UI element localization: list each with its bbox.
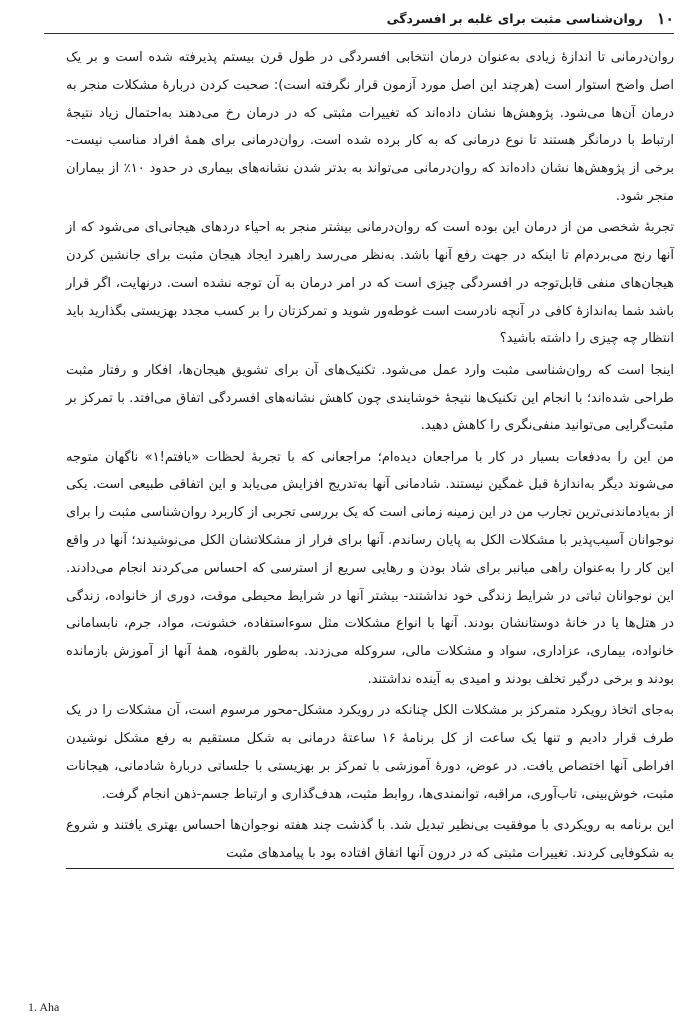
- footnote: 1. Aha: [28, 1000, 60, 1014]
- body-text: [66, 44, 674, 869]
- page-header: [44, 6, 674, 30]
- running-title: روان‌شناسی مثبت برای غلبه بر افسردگی: [386, 10, 643, 26]
- paragraph: به‌جای اتخاذ رویکرد متمرکز بر مشکلات الکل چنانکه در رویکرد مشکل-محور مرسوم است، آن مشکلات را در یک طرف قرار دادیم و تنها یک ساعت از کل برنامهٔ ۱۶ ساعتهٔ درمانی به شکل مستقیم به رفع مشکل نوشیدن افراطی آنها اختصاص یافت. در عوض، دورهٔ آموزشی با تمرکز بر بهزیستی با جلساتی دربارهٔ شادمانی، هیجانات مثبت، خوش‌بینی، تاب‌آوری، مراقبه، توانمندی‌ها، روابط مثبت، هدف‌گذاری و ارتباط جسم-ذهن انجام گرفت.: [66, 703, 674, 802]
- paragraph: اینجا است که روان‌شناسی مثبت وارد عمل می‌شود. تکنیک‌های آن برای تشویق هیجان‌ها، افکار و رفتار مثبت طراحی شده‌اند؛ با انجام این تکنیک‌ها نتیجهٔ خوشایندی چون کاهش نشانه‌های افسردگی اتفاق می‌افتد. با تمرکز بر مثبت‌گرایی می‌توانید منفی‌نگری را کاهش دهید.: [66, 362, 674, 434]
- paragraph: روان‌درمانی تا اندازهٔ زیادی به‌عنوان درمان انتخابی افسردگی در طول قرن بیستم پذیرفته شده است و بر یک اصل واضح استوار است (هرچند این اصل مورد آزمون قرار نگرفته است): صحبت کردن دربارهٔ مشکلات منجر به درمان آن‌ها می‌شود. پژوهش‌ها نشان داده‌اند که تغییرات مثبتی که در درمان رخ می‌دهند به‌احتمال زیاد نتیجهٔ ارتباط با درمانگر هستند تا نوع درمانی که به کار برده شده است. روان‌درمانی برای همهٔ افراد مناسب نیست- برخی از پژوهش‌ها نشان داده‌اند که روان‌درمانی می‌تواند به بدتر شدن نشانه‌های بیماری در حدود ۱۰٪ از بیماران منجر شود.: [66, 50, 674, 204]
- paragraph: این برنامه به رویکردی با موفقیت بی‌نظیر تبدیل شد. با گذشت چند هفته نوجوان‌ها احساس بهتری یافتند و شروع به شکوفایی کردند. تغییرات مثبتی که در درون آنها اتفاق افتاده بود با پیامدهای مثبت: [66, 812, 674, 869]
- paragraph: من این را به‌دفعات بسیار در کار با مراجعان دیده‌ام؛ مراجعانی که با تجربهٔ لحظات «یافتم!۱» ناگهان متوجه می‌شوند دیگر به‌اندازهٔ قبل غمگین نیستند. شادمانی آنها به‌تدریج افزایش می‌یابد و این اتفاقی طبیعی است. یکی از به‌یادماندنی‌ترین تجارب من در این زمینه زمانی است که یک بررسی تجربی از کاربرد روان‌شناسی مثبت را برای نوجوانان آسیب‌پذیر با مشکلات الکل به پایان رساندم. آنها برای فرار از مشکلاتشان الکل می‌نوشیدند؛ آنها در واقع این کار را به‌عنوان راهی میانبر برای شاد بودن و رهایی سریع از استرسی که احساس می‌کردند انجام می‌دادند. این نوجوانان ثباتی در شرایط زندگی خود نداشتند- بیشتر آنها در شرایط محیطی موقت، دوری از خانواده، زندگی در هتل‌ها یا در خانهٔ دوستانشان بودند. آنها با انواع مشکلات مثل سوءاستفاده، خشونت، مواد، جرم، نابسامانی خانواده، بیماری، عزاداری، سواد و مشکلات مالی، سروکله می‌زدند. به‌طور بالقوه، همهٔ آنها از آموزش بازمانده بودند و برخی درگیر تخلف بودند و امیدی به آینده نداشتند.: [66, 449, 674, 688]
- header-divider: [44, 33, 674, 34]
- page-number: ۱۰: [656, 8, 674, 28]
- paragraph: تجربهٔ شخصی من از درمان این بوده است که روان‌درمانی بیشتر منجر به احیاء دردهای هیجانی‌ای می‌شود که از آنها رنج می‌بردم‌ام تا اینکه در جهت رفع آنها باشد. به‌نظر می‌رسد راهبرد ایجاد هیجان مثبت برای جانشین کردن هیجان‌های منفی قابل‌توجه در افسردگی چیزی است که در امر درمان به آن توجه نشده است. درنهایت، اگر قرار باشد شما به‌اندازهٔ کافی در آنچه نادرست است غوطه‌ور شوید و تمرکزتان را بر کسب مجدد بهزیستی بگذارید باید انتظار چه چیزی را داشته باشید؟: [66, 220, 674, 347]
